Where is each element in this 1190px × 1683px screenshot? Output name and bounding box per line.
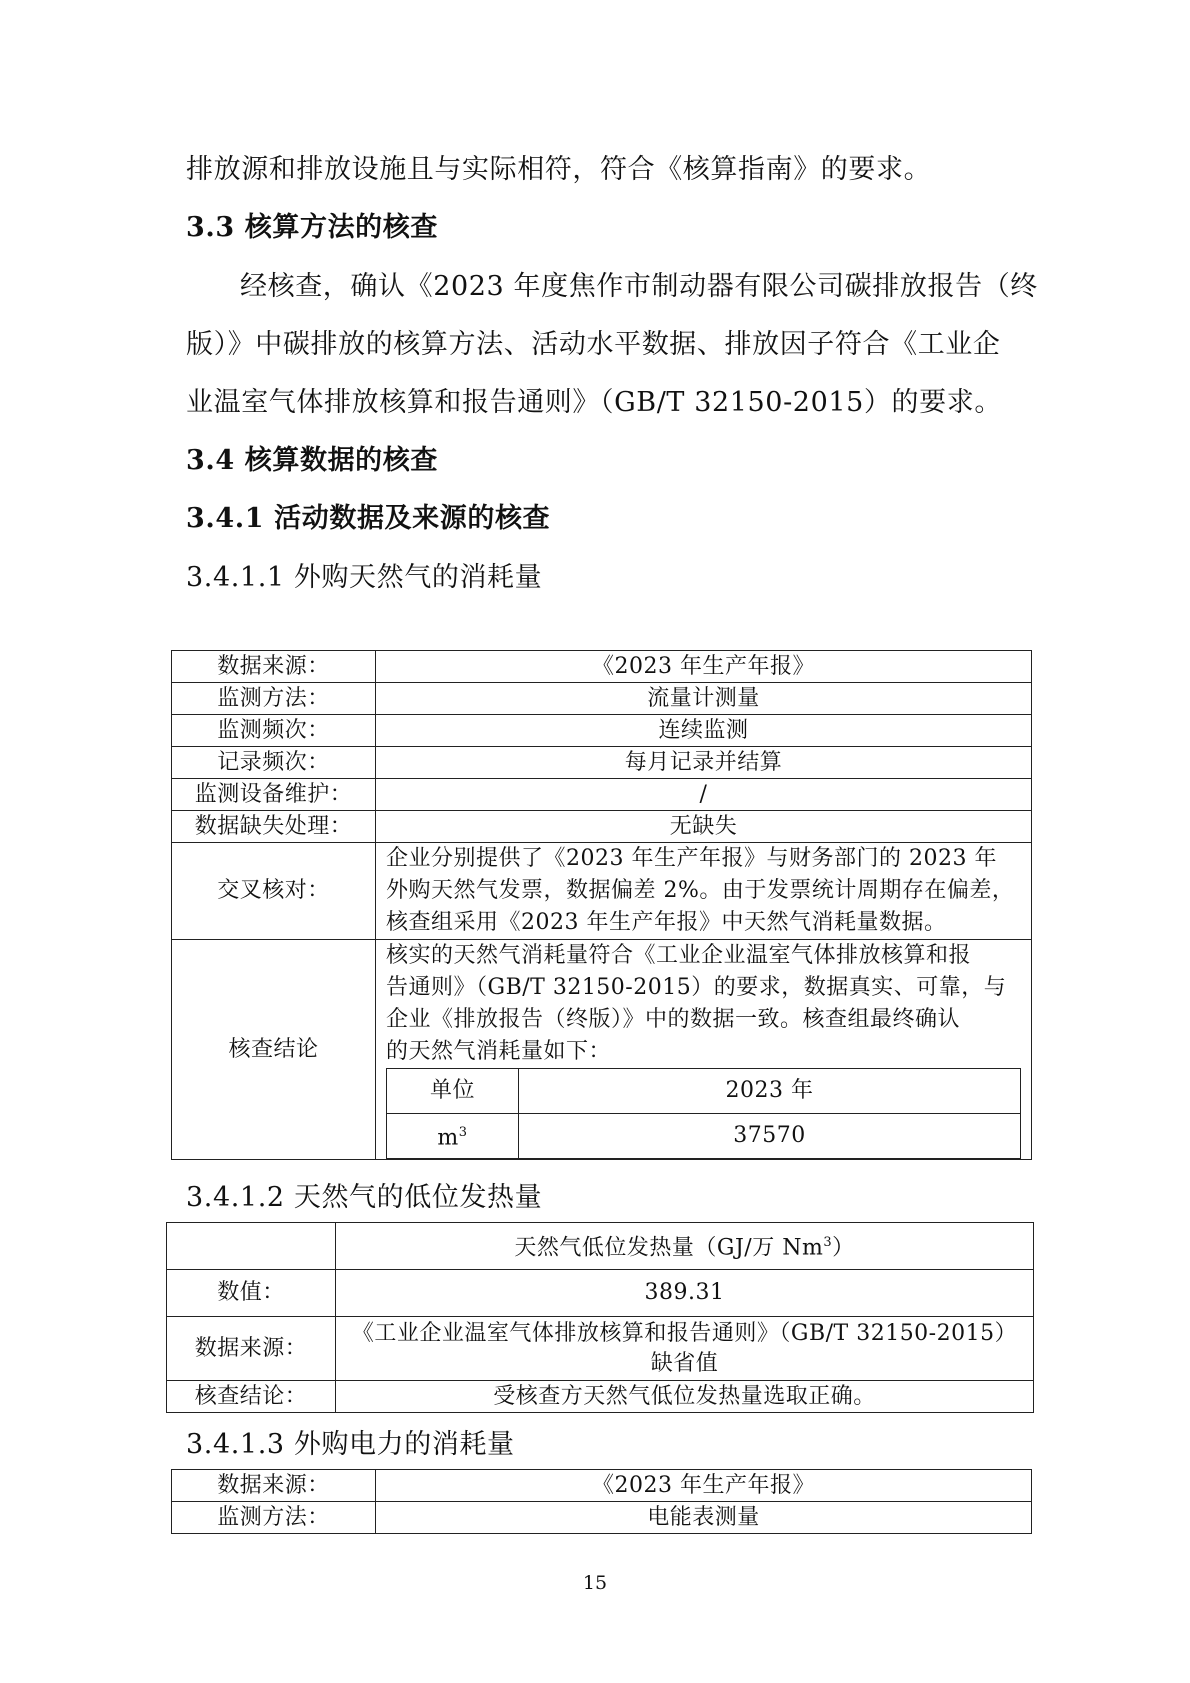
conclusion-label: 核查结论： <box>167 1381 336 1413</box>
value-cell: 389.31 <box>336 1270 1034 1317</box>
row-label: 数据缺失处理： <box>172 811 376 843</box>
table-row <box>172 811 1032 843</box>
table-row <box>167 1317 1034 1381</box>
subsection-heading-3-4-1-3: 3.4.1.3 外购电力的消耗量 <box>186 1429 515 1460</box>
conclusion-line: 企业《排放报告（终版）》中的数据一致。核查组最终确认 <box>386 1007 961 1032</box>
conclusion-label: 核查结论 <box>172 940 376 1160</box>
table-row <box>172 715 1032 747</box>
source-cell <box>336 1317 1034 1381</box>
section-heading-3-4-1: 3.4.1 活动数据及来源的核查 <box>186 503 551 534</box>
table-row <box>172 1502 1032 1534</box>
table-row <box>172 651 1032 683</box>
empty-header-cell <box>167 1223 336 1270</box>
table-row <box>172 747 1032 779</box>
table-row <box>172 1470 1032 1502</box>
subsection-heading-3-4-1-1: 3.4.1.1 外购天然气的消耗量 <box>186 562 543 593</box>
table-row <box>172 779 1032 811</box>
row-label: 数据来源： <box>172 1470 376 1502</box>
paragraph-line: 版）》中碳排放的核算方法、活动水平数据、排放因子符合《工业企 <box>186 329 1001 360</box>
cross-check-label: 交叉核对： <box>172 843 376 940</box>
paragraph-line: 经核查，确认《2023 年度焦作市制动器有限公司碳排放报告（终 <box>240 271 1038 302</box>
page-number: 15 <box>582 1572 608 1594</box>
consumption-inner-table <box>386 1068 1021 1159</box>
electricity-consumption-table <box>171 1469 1032 1534</box>
cross-check-line: 外购天然气发票，数据偏差 2%。由于发票统计周期存在偏差， <box>386 878 1015 903</box>
paragraph-line: 业温室气体排放核算和报告通则》（GB/T 32150-2015）的要求。 <box>186 387 1002 418</box>
row-label: 监测方法： <box>172 683 376 715</box>
value-label: 数值： <box>167 1270 336 1317</box>
row-label: 监测频次： <box>172 715 376 747</box>
conclusion-line: 核实的天然气消耗量符合《工业企业温室气体排放核算和报 <box>386 943 972 968</box>
row-label: 监测设备维护： <box>172 779 376 811</box>
inner-unit: $m^3$ <box>387 1114 519 1159</box>
row-value: 流量计测量 <box>376 683 1032 715</box>
section-heading-3-3: 3.3 核算方法的核查 <box>186 212 438 243</box>
table-row <box>167 1223 1034 1270</box>
subsection-heading-3-4-1-2: 3.4.1.2 天然气的低位发热量 <box>186 1182 543 1213</box>
source-line: 《工业企业温室气体排放核算和报告通则》（GB/T 32150-2015） <box>351 1320 1018 1346</box>
table-row <box>172 683 1032 715</box>
row-value: 连续监测 <box>376 715 1032 747</box>
conclusion-line: 告通则》（GB/T 32150-2015）的要求，数据真实、可靠，与 <box>386 975 1007 1000</box>
heating-value-header: 天然气低位发热量（GJ/万 Nm$^3$） <box>336 1223 1034 1270</box>
paragraph-line: 排放源和排放设施且与实际相符，符合《核算指南》的要求。 <box>186 154 932 185</box>
cross-check-line: 企业分别提供了《2023 年生产年报》与财务部门的 2023 年 <box>386 846 997 871</box>
cross-check-row <box>172 843 1032 940</box>
row-value: 每月记录并结算 <box>376 747 1032 779</box>
row-label: 监测方法： <box>172 1502 376 1534</box>
row-label: 记录频次： <box>172 747 376 779</box>
inner-value: 37570 <box>519 1114 1021 1159</box>
conclusion-line: 的天然气消耗量如下： <box>386 1039 612 1064</box>
row-value: 《2023 年生产年报》 <box>376 651 1032 683</box>
cross-check-line: 核查组采用《2023 年生产年报》中天然气消耗量数据。 <box>386 910 947 935</box>
row-value: 《2023 年生产年报》 <box>376 1470 1032 1502</box>
row-label: 数据来源： <box>172 651 376 683</box>
inner-header-unit: 单位 <box>387 1069 519 1114</box>
table-row <box>387 1069 1021 1114</box>
source-line: 缺省值 <box>650 1350 719 1376</box>
inner-header-year: 2023 年 <box>519 1069 1021 1114</box>
source-label: 数据来源： <box>167 1317 336 1381</box>
section-heading-3-4: 3.4 核算数据的核查 <box>186 445 438 476</box>
conclusion-row <box>172 940 1032 1160</box>
table-row <box>167 1381 1034 1413</box>
conclusion-cell: 受核查方天然气低位发热量选取正确。 <box>336 1381 1034 1413</box>
row-value: / <box>376 779 1032 811</box>
table-row <box>387 1114 1021 1159</box>
natural-gas-consumption-table <box>171 650 1032 1160</box>
row-value: 无缺失 <box>376 811 1032 843</box>
heating-value-table <box>166 1222 1034 1413</box>
row-value: 电能表测量 <box>376 1502 1032 1534</box>
table-row <box>167 1270 1034 1317</box>
cross-check-text <box>376 843 1032 940</box>
conclusion-cell <box>376 940 1032 1160</box>
